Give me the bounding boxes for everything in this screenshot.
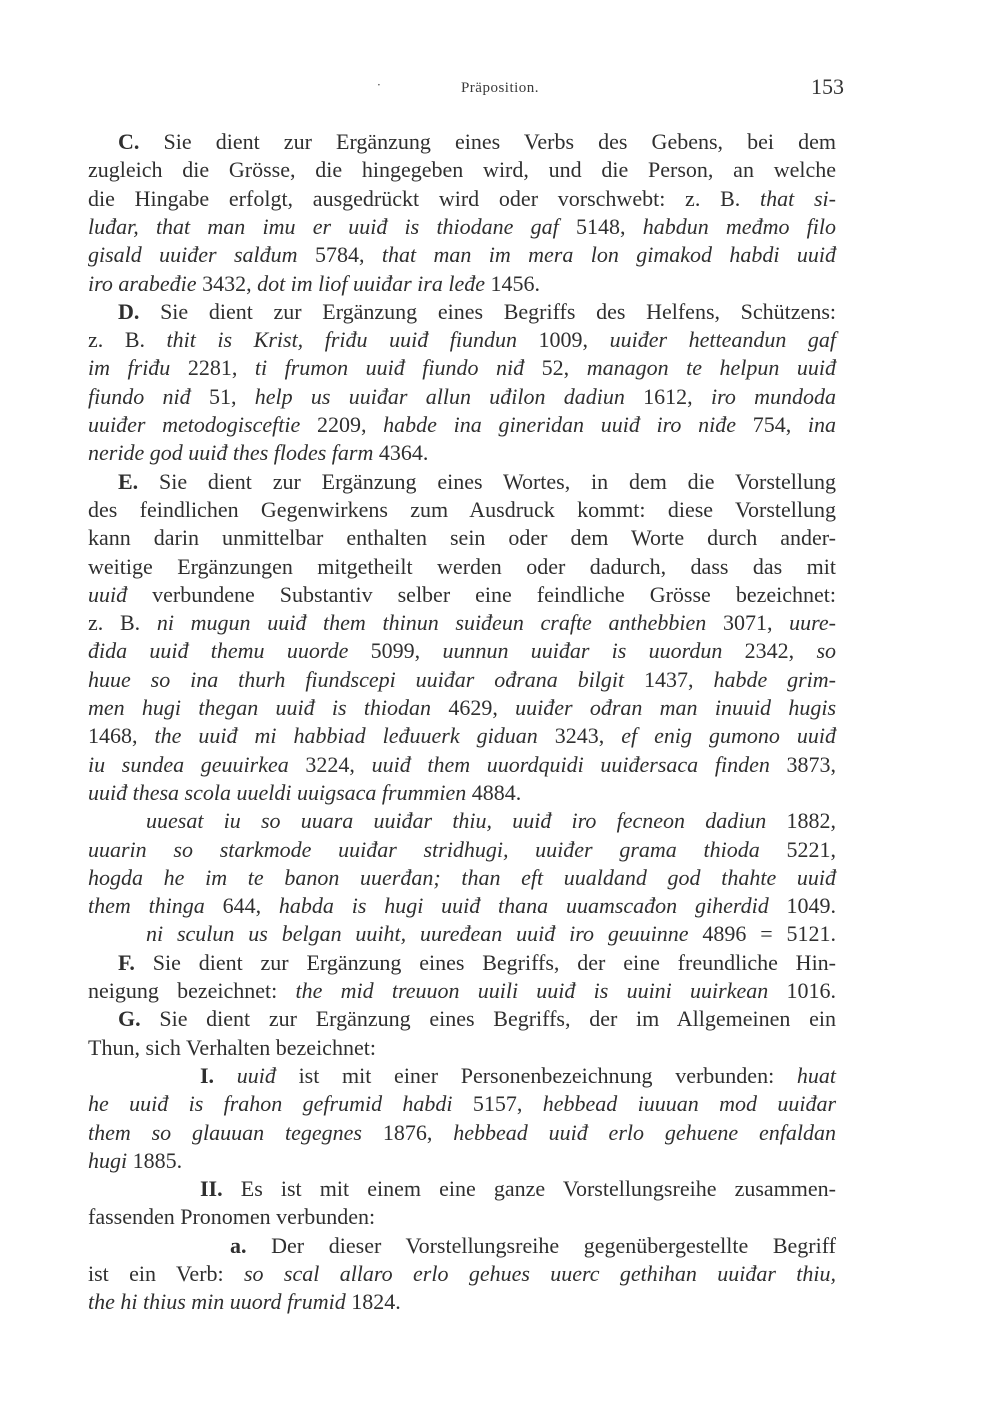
text-run: 1009, (538, 327, 610, 353)
text-run: Sie dient zur Ergänzung eines Verbs des Gebens, bei dem (163, 129, 836, 154)
text-run: neigung bezeichnet: (88, 978, 296, 1003)
text-run: 1049. (786, 893, 837, 919)
quotation-text: fiundo niđ (88, 383, 209, 409)
text-line (88, 240, 836, 270)
quotation-text: help us uuiđar allun uđilon dadiun (254, 383, 644, 409)
quotation-text: huat (796, 1062, 836, 1088)
text-run: 3873, (786, 751, 837, 777)
text-run: 1876, (382, 1119, 454, 1145)
text-run: 1437, (644, 666, 714, 692)
quotation-text: ef enig gumono uuiđ (621, 723, 837, 749)
text-run: Thun, sich Verhalten bezeichnet: (88, 1034, 376, 1060)
text-line (88, 580, 836, 610)
text-line (88, 410, 836, 440)
text-line (88, 495, 836, 525)
quotation-text: ni sculun us belgan uuiht, uuređean uuiđ iro geuuinne (146, 921, 703, 947)
quotation-text: uuiđer hetteandun gaf (609, 327, 837, 353)
text-run: Der dieser Vorstellungsreihe gegenübergestellte Begriff (271, 1232, 837, 1258)
text-run: 2342, (744, 638, 817, 664)
text-run: 5099, (370, 638, 443, 664)
quotation-text: đida uuiđ themu uuorde (88, 638, 371, 664)
text-run: 2281, (187, 355, 255, 381)
text-line (88, 1118, 836, 1148)
quotation-text: ina (807, 412, 837, 437)
text-run: 644, (222, 893, 279, 919)
quotation-text: gisald uuiđer salđum (88, 242, 315, 268)
text-line (88, 353, 836, 383)
text-run: des feindlichen Gegenwirkens zum Ausdruck kommt: diese Vorstellung (88, 496, 836, 522)
quotation-text: dot im liof uuiđar ira leđe (257, 270, 491, 296)
text-run: kann darin unmittelbar enthalten sein oder dem Worte durch ander- (88, 525, 836, 551)
text-run: 3432, (202, 270, 258, 296)
quotation-text: the hi thius min uuord frumid (88, 1289, 352, 1315)
text-run: 1882, (786, 808, 836, 834)
quotation-text: he uuiđ is frahon gefrumid habdi (88, 1091, 473, 1117)
text-line (88, 636, 836, 666)
text-run: 4364. (378, 440, 429, 466)
text-run: fassenden Pronomen verbunden: (88, 1204, 376, 1230)
quotation-text: that si- (760, 185, 836, 211)
quotation-text: hebbead iuuuan mod uuiđar (542, 1091, 837, 1117)
text-run: 3224, (305, 751, 372, 777)
text-line (88, 1004, 836, 1034)
section-label: I. (200, 1062, 237, 1088)
section-label: G. (118, 1006, 160, 1032)
text-line (88, 1202, 836, 1232)
text-line (88, 1061, 836, 1091)
quotation-text: huue so ina thurh fiundscepi uuiđar ođrana bilgit (88, 666, 645, 692)
text-line (88, 325, 836, 355)
text-line (88, 155, 836, 185)
text-run: 4629, (448, 695, 516, 720)
text-run: 51, (208, 383, 255, 409)
quotation-text: habde grim- (713, 666, 837, 692)
quotation-text: that man im mera lon gimakod habdi uuiđ (381, 242, 836, 268)
quotation-text: so (816, 638, 837, 664)
quotation-text: hebbead uuiđ erlo gehuene enfaldan (453, 1119, 836, 1145)
text-line (88, 750, 836, 780)
text-run: 1016. (786, 978, 836, 1003)
text-run: 5157, (472, 1091, 543, 1117)
section-label: II. (200, 1176, 241, 1202)
text-run: Sie dient zur Ergänzung eines Begriffs, der im Allgemeinen ein (159, 1006, 836, 1032)
quotation-text: iro mundoda (710, 383, 837, 409)
text-run: 3243, (554, 723, 622, 749)
text-line (88, 665, 836, 695)
text-line (88, 608, 836, 638)
quotation-text: uuiđ them uuordquidi uuiđersaca finden (371, 751, 787, 777)
text-run: 1824. (351, 1289, 401, 1315)
quotation-text: hogda he im te banon uuerđan; than eft uualdand god thahte uuiđ (88, 864, 836, 890)
text-run: 1885. (132, 1147, 183, 1173)
text-line (88, 184, 836, 214)
text-line (88, 778, 836, 808)
section-label: F. (118, 949, 153, 975)
text-run: 5148, (575, 213, 643, 239)
text-line (88, 721, 836, 751)
text-run: 3071, (722, 610, 790, 636)
text-run: 4896 = 5121. (702, 921, 836, 947)
section-label: C. (118, 129, 164, 154)
quotation-text: ti frumon uuiđ fiundo niđ (254, 355, 542, 381)
text-line (88, 552, 836, 582)
quotation-text: so scal allaro erlo gehues uuerc gethihan uuiđar thiu, (243, 1261, 836, 1286)
quotation-text: uuiđ (88, 581, 153, 607)
quotation-text: uuiđ thesa scola uueldi uuigsaca frummien (88, 779, 472, 805)
text-run: verbundene Substantiv selber eine feindliche Grösse bezeichnet: (152, 581, 836, 607)
text-run: 1468, (88, 723, 155, 749)
quotation-text: managon te helpun uuiđ (586, 355, 836, 381)
text-line (88, 467, 836, 497)
text-line (88, 891, 836, 921)
text-line (88, 919, 836, 949)
text-run: z. B. (88, 327, 167, 353)
text-line (88, 1174, 836, 1204)
section-label: E. (118, 468, 159, 494)
text-run: Sie dient zur Ergänzung eines Wortes, in dem die Vorstellung (159, 468, 836, 494)
quotation-text: neride god uuiđ thes flodes farm (88, 440, 379, 466)
text-run: 2209, (316, 412, 384, 437)
quotation-text: habde ina gineridan uuiđ iro niđe (383, 412, 753, 437)
text-line (88, 1231, 836, 1261)
text-run: Sie dient zur Ergänzung eines Begriffs des Helfens, Schützens: (160, 298, 836, 324)
section-label: a. (230, 1232, 272, 1258)
text-line (88, 523, 836, 553)
quotation-text: uuiđer metodogisceftie (88, 412, 317, 437)
quotation-text: uuiđ (236, 1062, 299, 1088)
text-line (88, 1033, 836, 1063)
quotation-text: the uuiđ mi habbiad leđuuerk giduan (154, 723, 555, 749)
quotation-text: iro arabeđie (88, 270, 203, 296)
text-line (88, 212, 836, 242)
header-mark: · (377, 78, 381, 92)
text-line (88, 1146, 836, 1176)
text-line (88, 1089, 836, 1119)
quotation-text: im friđu (88, 355, 188, 381)
text-line (88, 863, 836, 893)
text-run: 754, (752, 412, 808, 437)
text-run: zugleich die Grösse, die hingegeben wird, und die Person, an welche (88, 157, 836, 183)
quotation-text: hugi (88, 1147, 133, 1173)
text-line (88, 382, 836, 412)
quotation-text: them thinga (88, 893, 223, 919)
section-label: D. (118, 298, 161, 324)
text-line (88, 438, 836, 468)
text-line (88, 948, 836, 978)
running-header: Präposition. (460, 80, 540, 96)
quotation-text: luđar, that man imu er uuiđ is thiodane gaf (88, 213, 576, 239)
quotation-text: habda is hugi uuiđ thana uuamscađon giherdid (278, 893, 787, 919)
quotation-text: habdun međmo filo (642, 213, 837, 239)
text-run: ist ein Verb: (88, 1261, 244, 1286)
text-run: weitige Ergänzungen mitgetheilt werden oder dadurch, dass das mit (88, 553, 836, 579)
text-run: 1456. (490, 270, 541, 296)
quotation-text: them so glauuan tegegnes (88, 1119, 383, 1145)
text-line (88, 693, 836, 723)
text-line (88, 1287, 836, 1317)
text-run: ist mit einer Personenbezeichnung verbunden: (298, 1062, 797, 1088)
text-line (88, 269, 836, 299)
text-run: 52, (541, 355, 587, 381)
text-line (88, 806, 836, 836)
quotation-text: thit is Krist, friđu uuiđ fiundun (166, 327, 539, 353)
text-line (88, 127, 836, 157)
text-run: Es ist mit einem eine ganze Vorstellungsreihe zusammen- (240, 1176, 836, 1202)
text-run: z. B. (88, 610, 157, 636)
text-run: 1612, (643, 383, 711, 409)
quotation-text: men hugi thegan uuiđ is thiodan (88, 695, 449, 720)
text-line (88, 297, 836, 327)
quotation-text: ni mugun uuiđ them thinun suiđeun crafte anthebbien (156, 610, 723, 636)
text-run: 5784, (314, 242, 382, 268)
quotation-text: the mid treuuon uuili uuiđ is uuini uuirkean (295, 978, 787, 1003)
text-line (88, 835, 836, 865)
page-number: 153 (811, 74, 844, 99)
quotation-text: iu sundea geuuirkea (88, 751, 306, 777)
text-run: Sie dient zur Ergänzung eines Begriffs, der eine freundliche Hin- (152, 949, 837, 975)
quotation-text: uuarin so starkmode uuiđar stridhugi, uuiđer grama thioda (88, 836, 787, 862)
text-line (88, 976, 836, 1006)
text-run: 4884. (471, 779, 522, 805)
quotation-text: uure- (789, 610, 837, 636)
text-run: die Hingabe erfolgt, ausgedrückt wird oder vorschwebt: z. B. (88, 185, 761, 211)
text-run: 5221, (786, 836, 836, 862)
quotation-text: uuiđer ođran man inuuid hugis (515, 695, 837, 720)
quotation-text: uuesat iu so uuara uuiđar thiu, uuiđ iro fecneon dadiun (146, 808, 787, 834)
quotation-text: uunnun uuiđar is uuordun (442, 638, 745, 664)
text-line (88, 1259, 836, 1289)
